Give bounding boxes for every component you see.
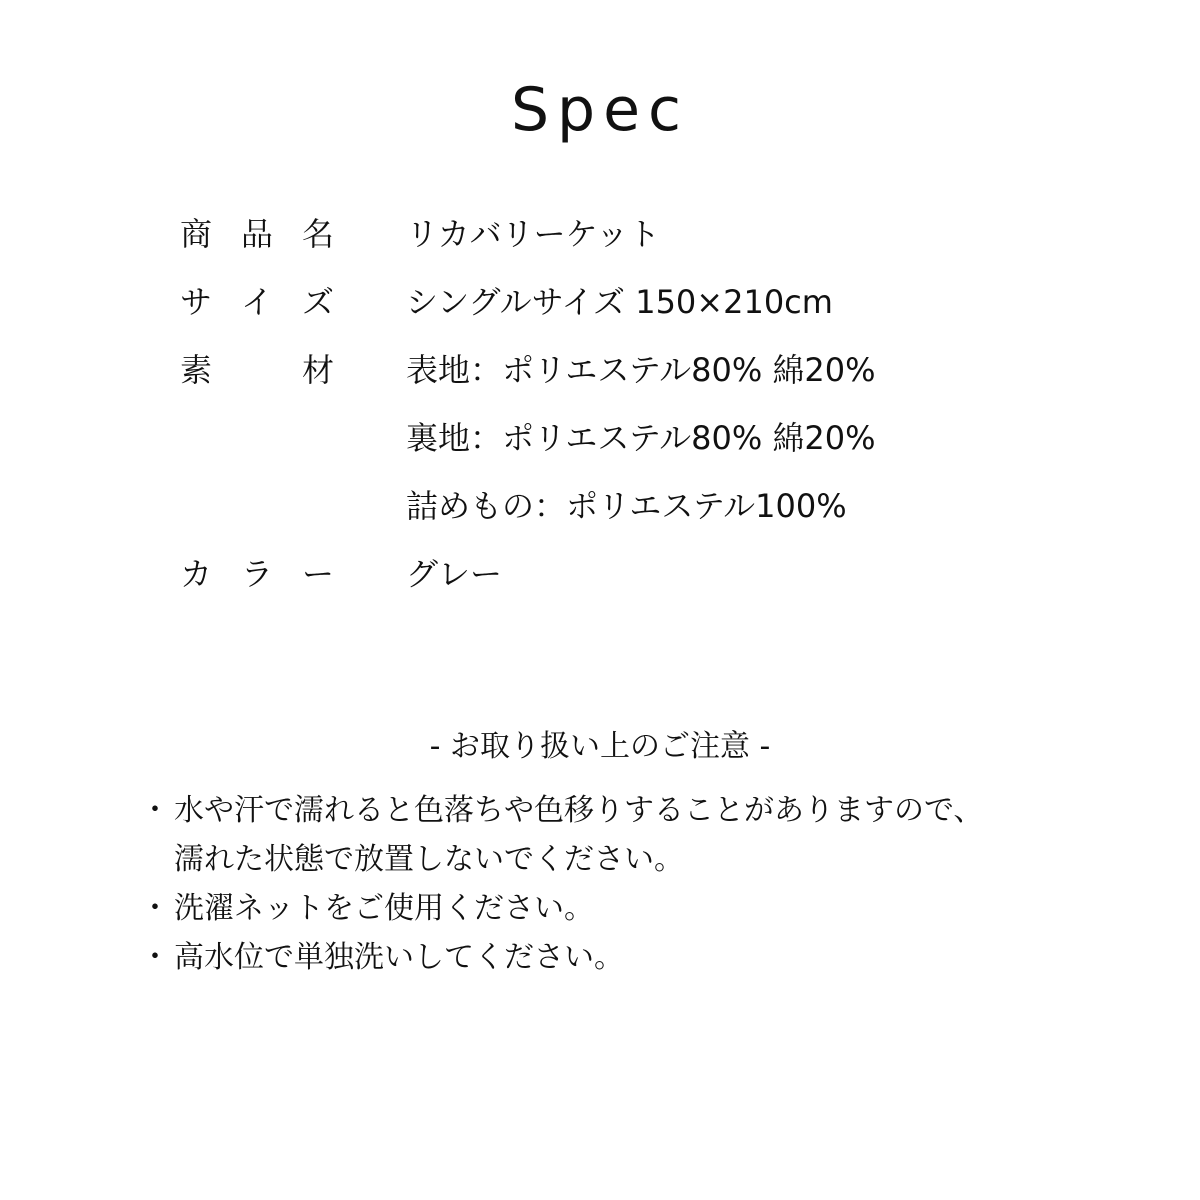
spec-label-char: カ (180, 555, 213, 593)
spec-value: シングルサイズ 150×210cm (406, 283, 833, 321)
spec-row-size (180, 268, 1080, 336)
spec-value: リカバリーケット (406, 215, 661, 253)
caution-text: 洗濯ネットをご使用ください。 (174, 891, 594, 926)
bullet-icon: ・ (140, 940, 170, 975)
caution-item (140, 933, 1140, 982)
caution-heading: - お取り扱い上のご注意 - (429, 729, 771, 764)
spec-label (180, 200, 406, 268)
spec-label-char: 名 (301, 215, 334, 253)
spec-value: 詰めもの：ポリエステル100% (406, 487, 847, 525)
caution-list (140, 786, 1140, 982)
spec-label-char: 商 (180, 215, 213, 253)
spec-label-char: 品 (240, 215, 273, 253)
spec-row-material (180, 336, 1080, 540)
spec-label-char: 素 (180, 351, 213, 389)
spec-label-char: ラ (240, 555, 273, 593)
spec-label (180, 540, 406, 608)
spec-label (180, 336, 406, 404)
spec-value: 裏地：ポリエステル80% 綿20% (406, 419, 876, 457)
spec-value: 表地：ポリエステル80% 綿20% (406, 351, 876, 389)
spec-label (180, 268, 406, 336)
bullet-icon: ・ (140, 793, 170, 828)
spec-table (180, 200, 1080, 608)
spec-row-product-name (180, 200, 1080, 268)
spec-label-char: ズ (301, 283, 334, 321)
caution-item (140, 786, 1140, 884)
bullet-icon: ・ (140, 891, 170, 926)
spec-row-color (180, 540, 1080, 608)
spec-label-char: イ (240, 283, 273, 321)
caution-text: 高水位で単独洗いしてください。 (174, 940, 624, 975)
spec-value: グレー (406, 555, 503, 593)
page-title: Spec (510, 75, 690, 145)
spec-label-char: サ (180, 283, 213, 321)
spec-label-char: ー (301, 555, 334, 593)
caution-item (140, 884, 1140, 933)
spec-label-char: 材 (301, 351, 334, 389)
caution-text: 水や汗で濡れると色落ちや色移りすることがありますので、 濡れた状態で放置しないでください。 (174, 793, 984, 877)
